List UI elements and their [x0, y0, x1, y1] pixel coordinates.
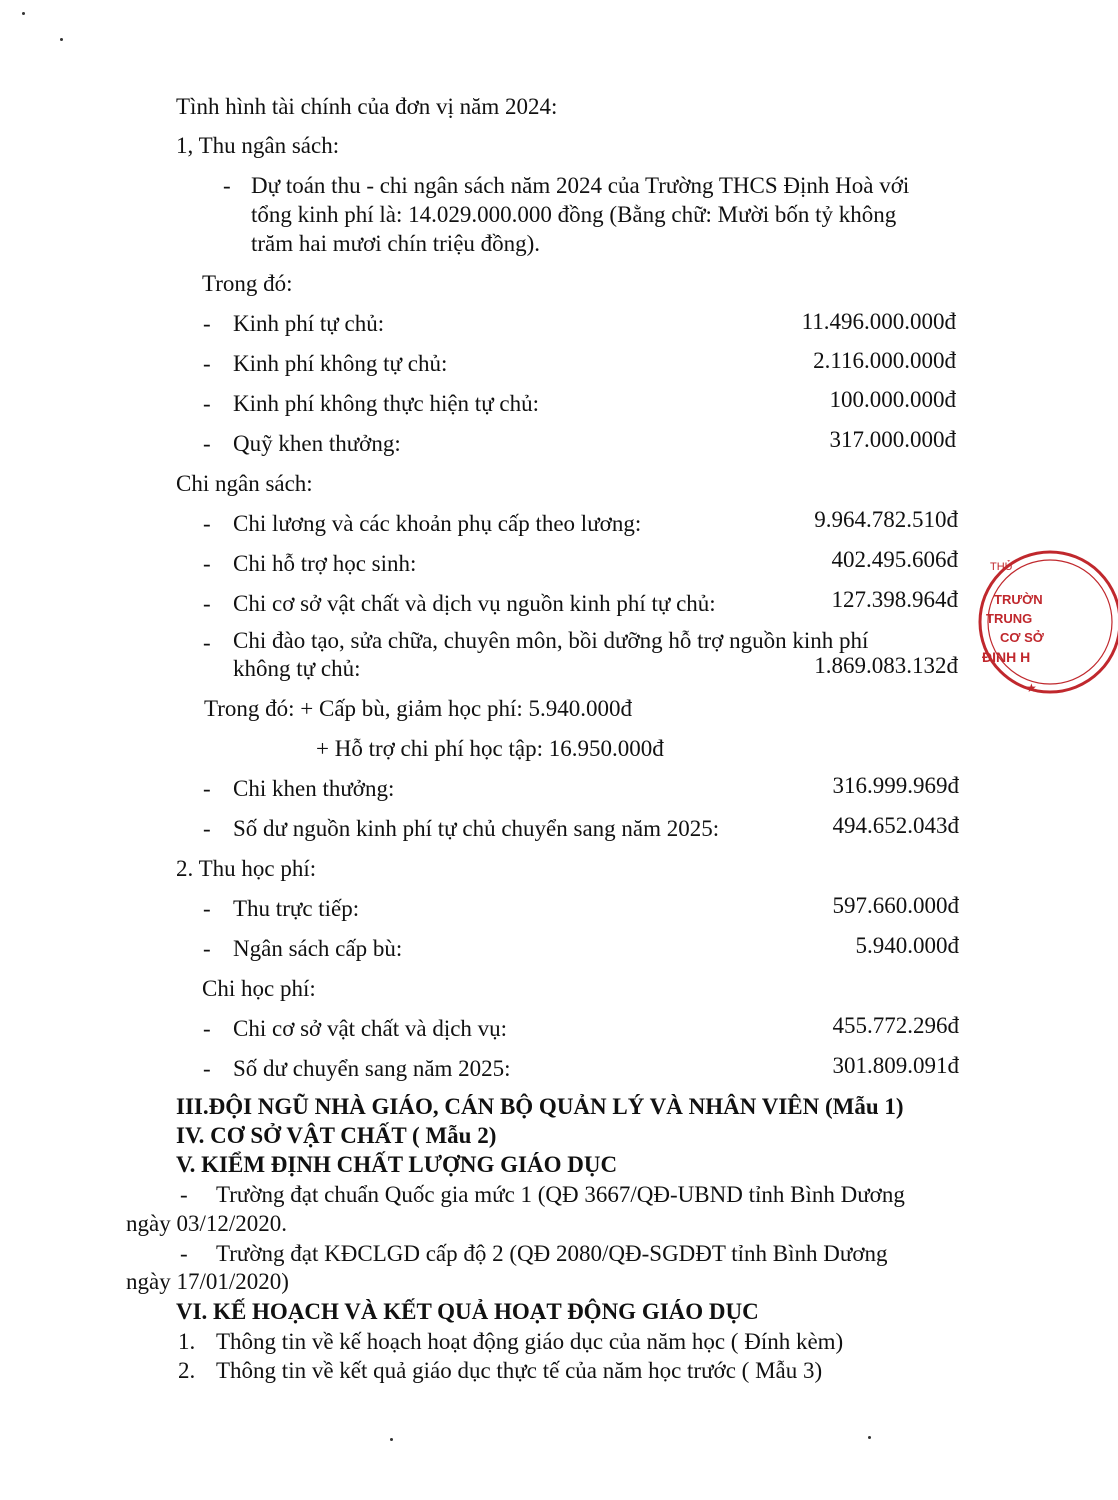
item-label: Thu trực tiếp:	[233, 896, 360, 921]
section-iii-heading: III.ĐỘI NGŨ NHÀ GIÁO, CÁN BỘ QUẢN LÝ VÀ NHÂN VIÊN (Mẫu 1)	[176, 1094, 904, 1119]
dao-tao-line-1: Chi đào tạo, sửa chữa, chuyên môn, bồi dưỡng hỗ trợ nguồn kinh phí	[233, 628, 869, 653]
thu-hoc-phi-title: 2. Thu học phí:	[176, 856, 317, 881]
du-toan-line-1: Dự toán thu - chi ngân sách năm 2024 của Trường THCS Định Hoà với	[251, 173, 910, 198]
item-label: Quỹ khen thưởng:	[233, 431, 401, 456]
scan-speck	[868, 1436, 871, 1439]
item-label: Kinh phí tự chủ:	[233, 311, 385, 336]
bullet-dash: -	[203, 551, 211, 576]
trong-do-cap-bu: Trong đó: + Cấp bù, giảm học phí: 5.940.000đ	[204, 696, 633, 721]
scan-speck	[390, 1438, 393, 1441]
item-label: Số dư chuyển sang năm 2025:	[233, 1056, 511, 1081]
financial-heading: Tình hình tài chính của đơn vị năm 2024:	[176, 94, 558, 119]
vi-item-1: Thông tin về kế hoạch hoạt động giáo dục của năm học ( Đính kèm)	[216, 1329, 844, 1354]
item-amount: 5.940.000đ	[855, 933, 959, 958]
stamp-star-icon: ★	[1026, 681, 1037, 695]
bullet-dash: -	[203, 936, 211, 961]
vi-item-2-number: 2.	[178, 1358, 196, 1383]
item-amount: 127.398.964đ	[831, 587, 958, 612]
item-amount: 494.652.043đ	[832, 813, 959, 838]
item-label: Chi cơ sở vật chất và dịch vụ nguồn kinh phí tự chủ:	[233, 591, 716, 616]
bullet-dash: -	[203, 311, 211, 336]
stamp-text-line4: ĐỊNH H	[982, 649, 1031, 665]
bullet-dash: -	[203, 1016, 211, 1041]
bullet-dash: -	[203, 431, 211, 456]
bullet-dash: -	[203, 776, 211, 801]
vi-item-2: Thông tin về kết quả giáo dục thực tế của năm học trước ( Mẫu 3)	[216, 1358, 823, 1383]
bullet-dash: -	[203, 630, 211, 655]
item-amount: 11.496.000.000đ	[801, 309, 956, 334]
stamp-text-line1: TRƯỜN	[994, 592, 1043, 607]
item-amount: 402.495.606đ	[831, 547, 958, 572]
chi-hoc-phi-title: Chi học phí:	[202, 976, 316, 1001]
item-amount: 100.000.000đ	[829, 387, 956, 412]
bullet-dash: -	[203, 391, 211, 416]
bullet-dash: -	[223, 173, 231, 198]
school-seal-stamp	[968, 540, 1118, 710]
item-label: Kinh phí không tự chủ:	[233, 351, 448, 376]
item-label: Kinh phí không thực hiện tự chủ:	[233, 391, 540, 416]
item-amount: 9.964.782.510đ	[814, 507, 958, 532]
stamp-text-line3: CƠ SỞ	[1000, 630, 1044, 645]
item-amount: 455.772.296đ	[832, 1013, 959, 1038]
item-amount: 316.999.969đ	[832, 773, 959, 798]
bullet-dash: -	[203, 1056, 211, 1081]
chi-ngan-sach-title: Chi ngân sách:	[176, 471, 313, 496]
item-label: Số dư nguồn kinh phí tự chủ chuyển sang năm 2025:	[233, 816, 720, 841]
bullet-dash: -	[180, 1182, 188, 1207]
v-item-2-line-2: ngày 17/01/2020)	[126, 1269, 289, 1294]
bullet-dash: -	[203, 816, 211, 841]
scan-speck	[60, 38, 63, 41]
item-amount: 2.116.000.000đ	[813, 348, 956, 373]
v-item-2-line-1: Trường đạt KĐCLGD cấp độ 2 (QĐ 2080/QĐ-SGDĐT tỉnh Bình Dương	[216, 1241, 888, 1266]
bullet-dash: -	[203, 511, 211, 536]
scan-speck	[22, 12, 25, 15]
section-iv-heading: IV. CƠ SỞ VẬT CHẤT ( Mẫu 2)	[176, 1123, 497, 1148]
item-label: Ngân sách cấp bù:	[233, 936, 403, 961]
du-toan-line-2: tổng kinh phí là: 14.029.000.000 đồng (Bằng chữ: Mười bốn tỷ không	[251, 202, 897, 227]
bullet-dash: -	[180, 1241, 188, 1266]
section-v-heading: V. KIỂM ĐỊNH CHẤT LƯỢNG GIÁO DỤC	[176, 1152, 618, 1177]
trong-do-ho-tro: + Hỗ trợ chi phí học tập: 16.950.000đ	[316, 736, 664, 761]
stamp-text-top: THỦ	[990, 561, 1013, 573]
item-label: Chi hỗ trợ học sinh:	[233, 551, 417, 576]
item-label: Chi lương và các khoản phụ cấp theo lương:	[233, 511, 642, 536]
dao-tao-line-2: không tự chủ:	[233, 656, 361, 681]
du-toan-line-3: trăm hai mươi chín triệu đồng).	[251, 231, 541, 256]
bullet-dash: -	[203, 351, 211, 376]
item-amount: 597.660.000đ	[832, 893, 959, 918]
item-amount: 317.000.000đ	[829, 427, 956, 452]
bullet-dash: -	[203, 591, 211, 616]
bullet-dash: -	[203, 896, 211, 921]
item-label: Chi khen thưởng:	[233, 776, 395, 801]
trong-do-label: Trong đó:	[202, 271, 293, 296]
v-item-1-line-2: ngày 03/12/2020.	[126, 1211, 287, 1236]
thu-ngan-sach-title: 1, Thu ngân sách:	[176, 133, 340, 158]
dao-tao-amount: 1.869.083.132đ	[814, 653, 958, 678]
item-label: Chi cơ sở vật chất và dịch vụ:	[233, 1016, 508, 1041]
section-vi-heading: VI. KẾ HOẠCH VÀ KẾT QUẢ HOẠT ĐỘNG GIÁO DỤC	[176, 1299, 759, 1324]
item-amount: 301.809.091đ	[832, 1053, 959, 1078]
vi-item-1-number: 1.	[178, 1329, 196, 1354]
v-item-1-line-1: Trường đạt chuẩn Quốc gia mức 1 (QĐ 3667/QĐ-UBND tỉnh Bình Dương	[216, 1182, 905, 1207]
stamp-text-line2: TRUNG	[986, 611, 1033, 626]
